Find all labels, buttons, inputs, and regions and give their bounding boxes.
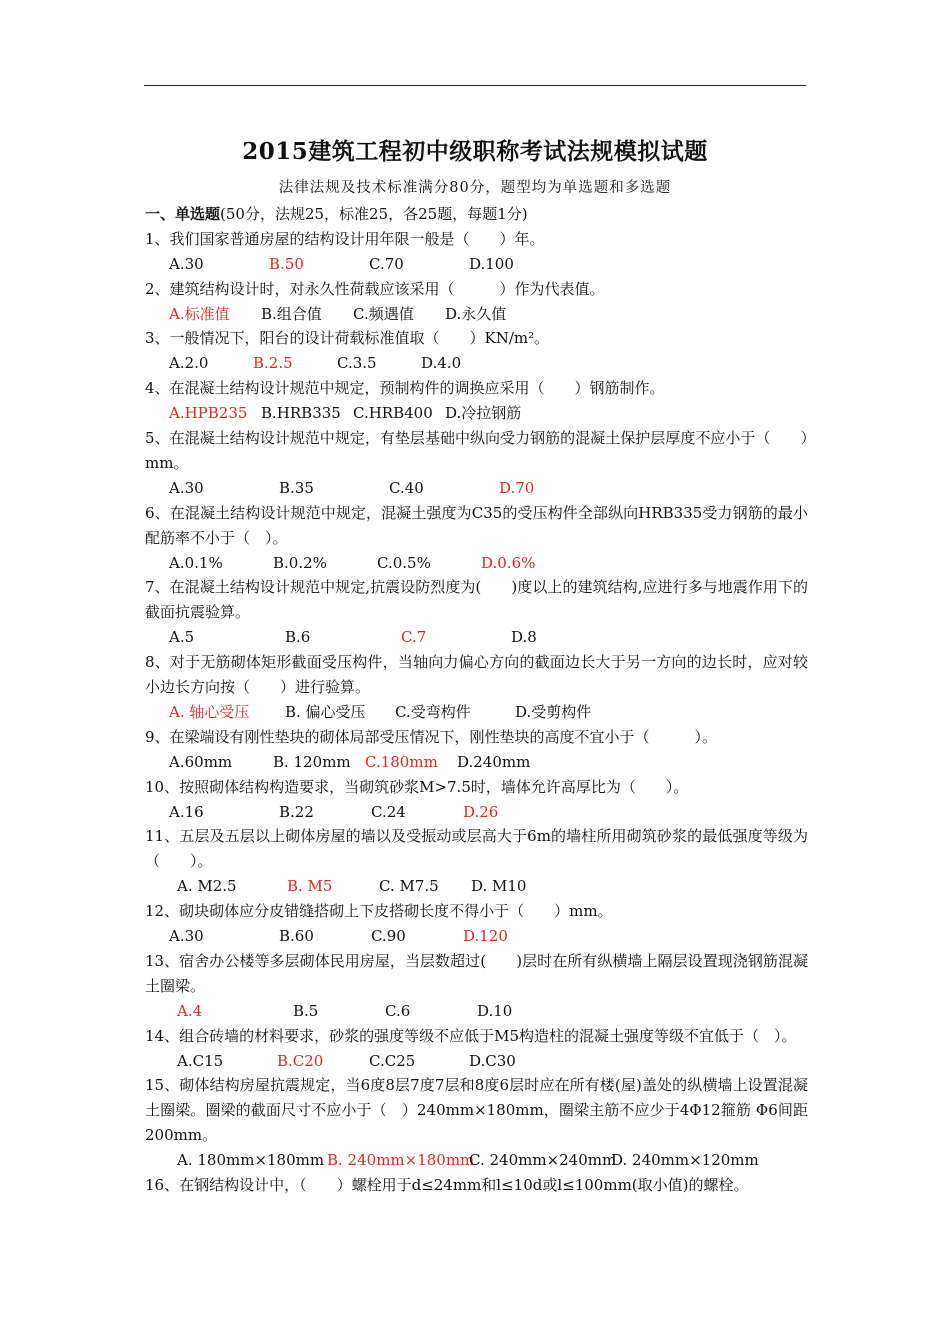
question-4: 4、在混凝土结构设计规范中规定，预制构件的调换应采用（ ）钢筋制作。 bbox=[145, 379, 665, 398]
options-1 bbox=[145, 252, 808, 277]
question-5: 5、在混凝土结构设计规范中规定，有垫层基础中纵向受力钢筋的混凝土保护层厚度不应小于（ ）mm。 bbox=[145, 429, 808, 472]
option: D.受剪构件 bbox=[515, 703, 592, 721]
option-answer: A.标准值 bbox=[169, 304, 230, 323]
question-6: 6、在混凝土结构设计规范中规定，混凝土强度为C35的受压构件全部纵向HRB335受力钢筋的最小配筋率不小于（ ）。 bbox=[145, 503, 808, 547]
option-answer: D.26 bbox=[463, 802, 499, 821]
option: A.30 bbox=[169, 478, 204, 497]
question-10: 10、按照砌体结构构造要求，当砌筑砂浆M>7.5时，墙体允许高厚比为（ ）。 bbox=[145, 777, 689, 796]
option-answer: A.HPB235 bbox=[169, 404, 248, 423]
option-answer: A.4 bbox=[177, 1001, 203, 1020]
option: D.100 bbox=[469, 254, 514, 273]
option-answer: A. 轴心受压 bbox=[169, 703, 250, 721]
question-7: 7、在混凝土结构设计规范中规定,抗震设防烈度为( )度以上的建筑结构,应进行多与地震作用下的截面抗震验算。 bbox=[145, 578, 808, 622]
option: B.6 bbox=[285, 628, 311, 647]
option: B.22 bbox=[279, 802, 314, 821]
option: C.HRB400 bbox=[353, 404, 433, 423]
question-8: 8、对于无筋砌体矩形截面受压构件，当轴向力偏心方向的截面边长大于另一方向的边长时，应对较小边长方向按（ ）进行验算。 bbox=[145, 653, 808, 697]
question-12: 12、砌块砌体应分皮错缝搭砌上下皮搭砌长度不得小于（ ）mm。 bbox=[145, 902, 613, 921]
option: A. M2.5 bbox=[177, 877, 237, 896]
option-answer: B.50 bbox=[269, 254, 304, 273]
option-answer: D.0.6% bbox=[481, 553, 536, 572]
option: A.C15 bbox=[177, 1051, 224, 1070]
options-3 bbox=[145, 351, 808, 376]
option: A.60mm bbox=[169, 752, 233, 771]
option: C.90 bbox=[371, 927, 406, 946]
option: C.24 bbox=[371, 802, 406, 821]
options-8 bbox=[145, 700, 808, 725]
options-6 bbox=[145, 551, 808, 576]
question-2: 2、建筑结构设计时，对永久性荷载应该采用（ ）作为代表值。 bbox=[145, 279, 605, 298]
option: B. 120mm bbox=[273, 752, 351, 771]
option: A.30 bbox=[169, 254, 204, 273]
option: D.240mm bbox=[457, 752, 531, 771]
option: B.35 bbox=[279, 478, 314, 497]
section-heading bbox=[145, 202, 808, 227]
option: B.组合值 bbox=[261, 304, 322, 323]
question-11: 11、五层及五层以上砌体房屋的墙以及受振动或层高大于6m的墙柱所用砌筑砂浆的最低强度等级为（ ）。 bbox=[145, 827, 808, 871]
option: A. 180mm×180mm bbox=[177, 1151, 325, 1170]
option: C. 240mm×240mm bbox=[469, 1151, 617, 1170]
option: C.受弯构件 bbox=[395, 703, 471, 721]
option: B.60 bbox=[279, 927, 314, 946]
option-answer: B. 240mm×180mm bbox=[327, 1151, 475, 1170]
option: C.C25 bbox=[369, 1051, 416, 1070]
option: A.16 bbox=[169, 802, 204, 821]
option: D.8 bbox=[511, 628, 537, 647]
option: B.HRB335 bbox=[261, 404, 341, 423]
option: C.70 bbox=[369, 254, 404, 273]
option: D.永久值 bbox=[445, 304, 507, 323]
option: A.5 bbox=[169, 628, 195, 647]
options-5 bbox=[145, 476, 808, 501]
option-answer: C.7 bbox=[401, 628, 427, 647]
document-subtitle: 法律法规及技术标准满分80分，题型均为单选题和多选题 bbox=[278, 180, 672, 196]
options-12 bbox=[145, 924, 808, 949]
option-answer: D.70 bbox=[499, 478, 535, 497]
question-13: 13、宿舍办公楼等多层砌体民用房屋，当层数超过( )层时在所有纵横墙上隔层设置现浇钢筋混凝土圈梁。 bbox=[145, 951, 808, 995]
option: D.10 bbox=[477, 1001, 513, 1020]
option: C.0.5% bbox=[377, 553, 431, 572]
option: C.40 bbox=[389, 478, 424, 497]
option-answer: B. M5 bbox=[287, 877, 333, 896]
option-answer: B.2.5 bbox=[253, 354, 293, 373]
option: C.3.5 bbox=[337, 354, 377, 373]
option: C.频遇值 bbox=[353, 304, 414, 323]
option: B. 偏心受压 bbox=[285, 703, 366, 721]
option: C.6 bbox=[385, 1001, 411, 1020]
option: B.0.2% bbox=[273, 553, 327, 572]
option-answer: D.120 bbox=[463, 927, 508, 946]
question-1: 1、我们国家普通房屋的结构设计用年限一般是（ ）年。 bbox=[145, 229, 545, 248]
option-answer: B.C20 bbox=[277, 1051, 324, 1070]
options-11 bbox=[145, 874, 808, 899]
option: A.2.0 bbox=[169, 354, 209, 373]
options-4 bbox=[145, 401, 808, 426]
option: B.5 bbox=[293, 1001, 319, 1020]
question-14: 14、组合砖墙的材料要求，砂浆的强度等级不应低于M5构造柱的混凝土强度等级不宜低于（ ）。 bbox=[145, 1026, 797, 1045]
question-16: 16、在钢结构设计中，（ ）螺栓用于d≤24mm和l≤10d或l≤100mm(取小值)的螺栓。 bbox=[145, 1176, 749, 1195]
option: D.C30 bbox=[469, 1051, 516, 1070]
option: D. 240mm×120mm bbox=[611, 1151, 759, 1170]
options-9 bbox=[145, 750, 808, 775]
option-answer: C.180mm bbox=[365, 752, 438, 771]
options-7 bbox=[145, 625, 808, 650]
options-2 bbox=[145, 302, 808, 327]
question-list bbox=[145, 202, 808, 1198]
question-15: 15、砌体结构房屋抗震规定，当6度8层7度7层和8度6层时应在所有楼(屋)盖处的纵横墙上设置混凝土圈梁。圈梁的截面尺寸不应小于（ ）240mm×180mm，圈梁主筋不应少于4Φ12箍筋 Φ6间距200mm。 bbox=[145, 1076, 808, 1145]
section-title: 一、单选题 bbox=[145, 205, 221, 223]
question-9: 9、在梁端设有刚性垫块的砌体局部受压情况下，刚性垫块的高度不宜小于（ ）。 bbox=[145, 727, 718, 746]
section-note: (50分，法规25，标准25，各25题，每题1分) bbox=[220, 205, 528, 223]
options-10 bbox=[145, 800, 808, 825]
document-title: 2015建筑工程初中级职称考试法规模拟试题 bbox=[242, 138, 708, 165]
options-15 bbox=[145, 1148, 808, 1173]
option: A.0.1% bbox=[169, 553, 223, 572]
option: D.4.0 bbox=[421, 354, 462, 373]
options-14 bbox=[145, 1049, 808, 1074]
option: C. M7.5 bbox=[379, 877, 439, 896]
option: A.30 bbox=[169, 927, 204, 946]
options-13 bbox=[145, 999, 808, 1024]
option: D. M10 bbox=[471, 877, 527, 896]
option: D.冷拉钢筋 bbox=[445, 404, 522, 423]
header-rule bbox=[144, 85, 806, 86]
question-3: 3、一般情况下，阳台的设计荷载标准值取（ ）KN/m²。 bbox=[145, 329, 550, 348]
